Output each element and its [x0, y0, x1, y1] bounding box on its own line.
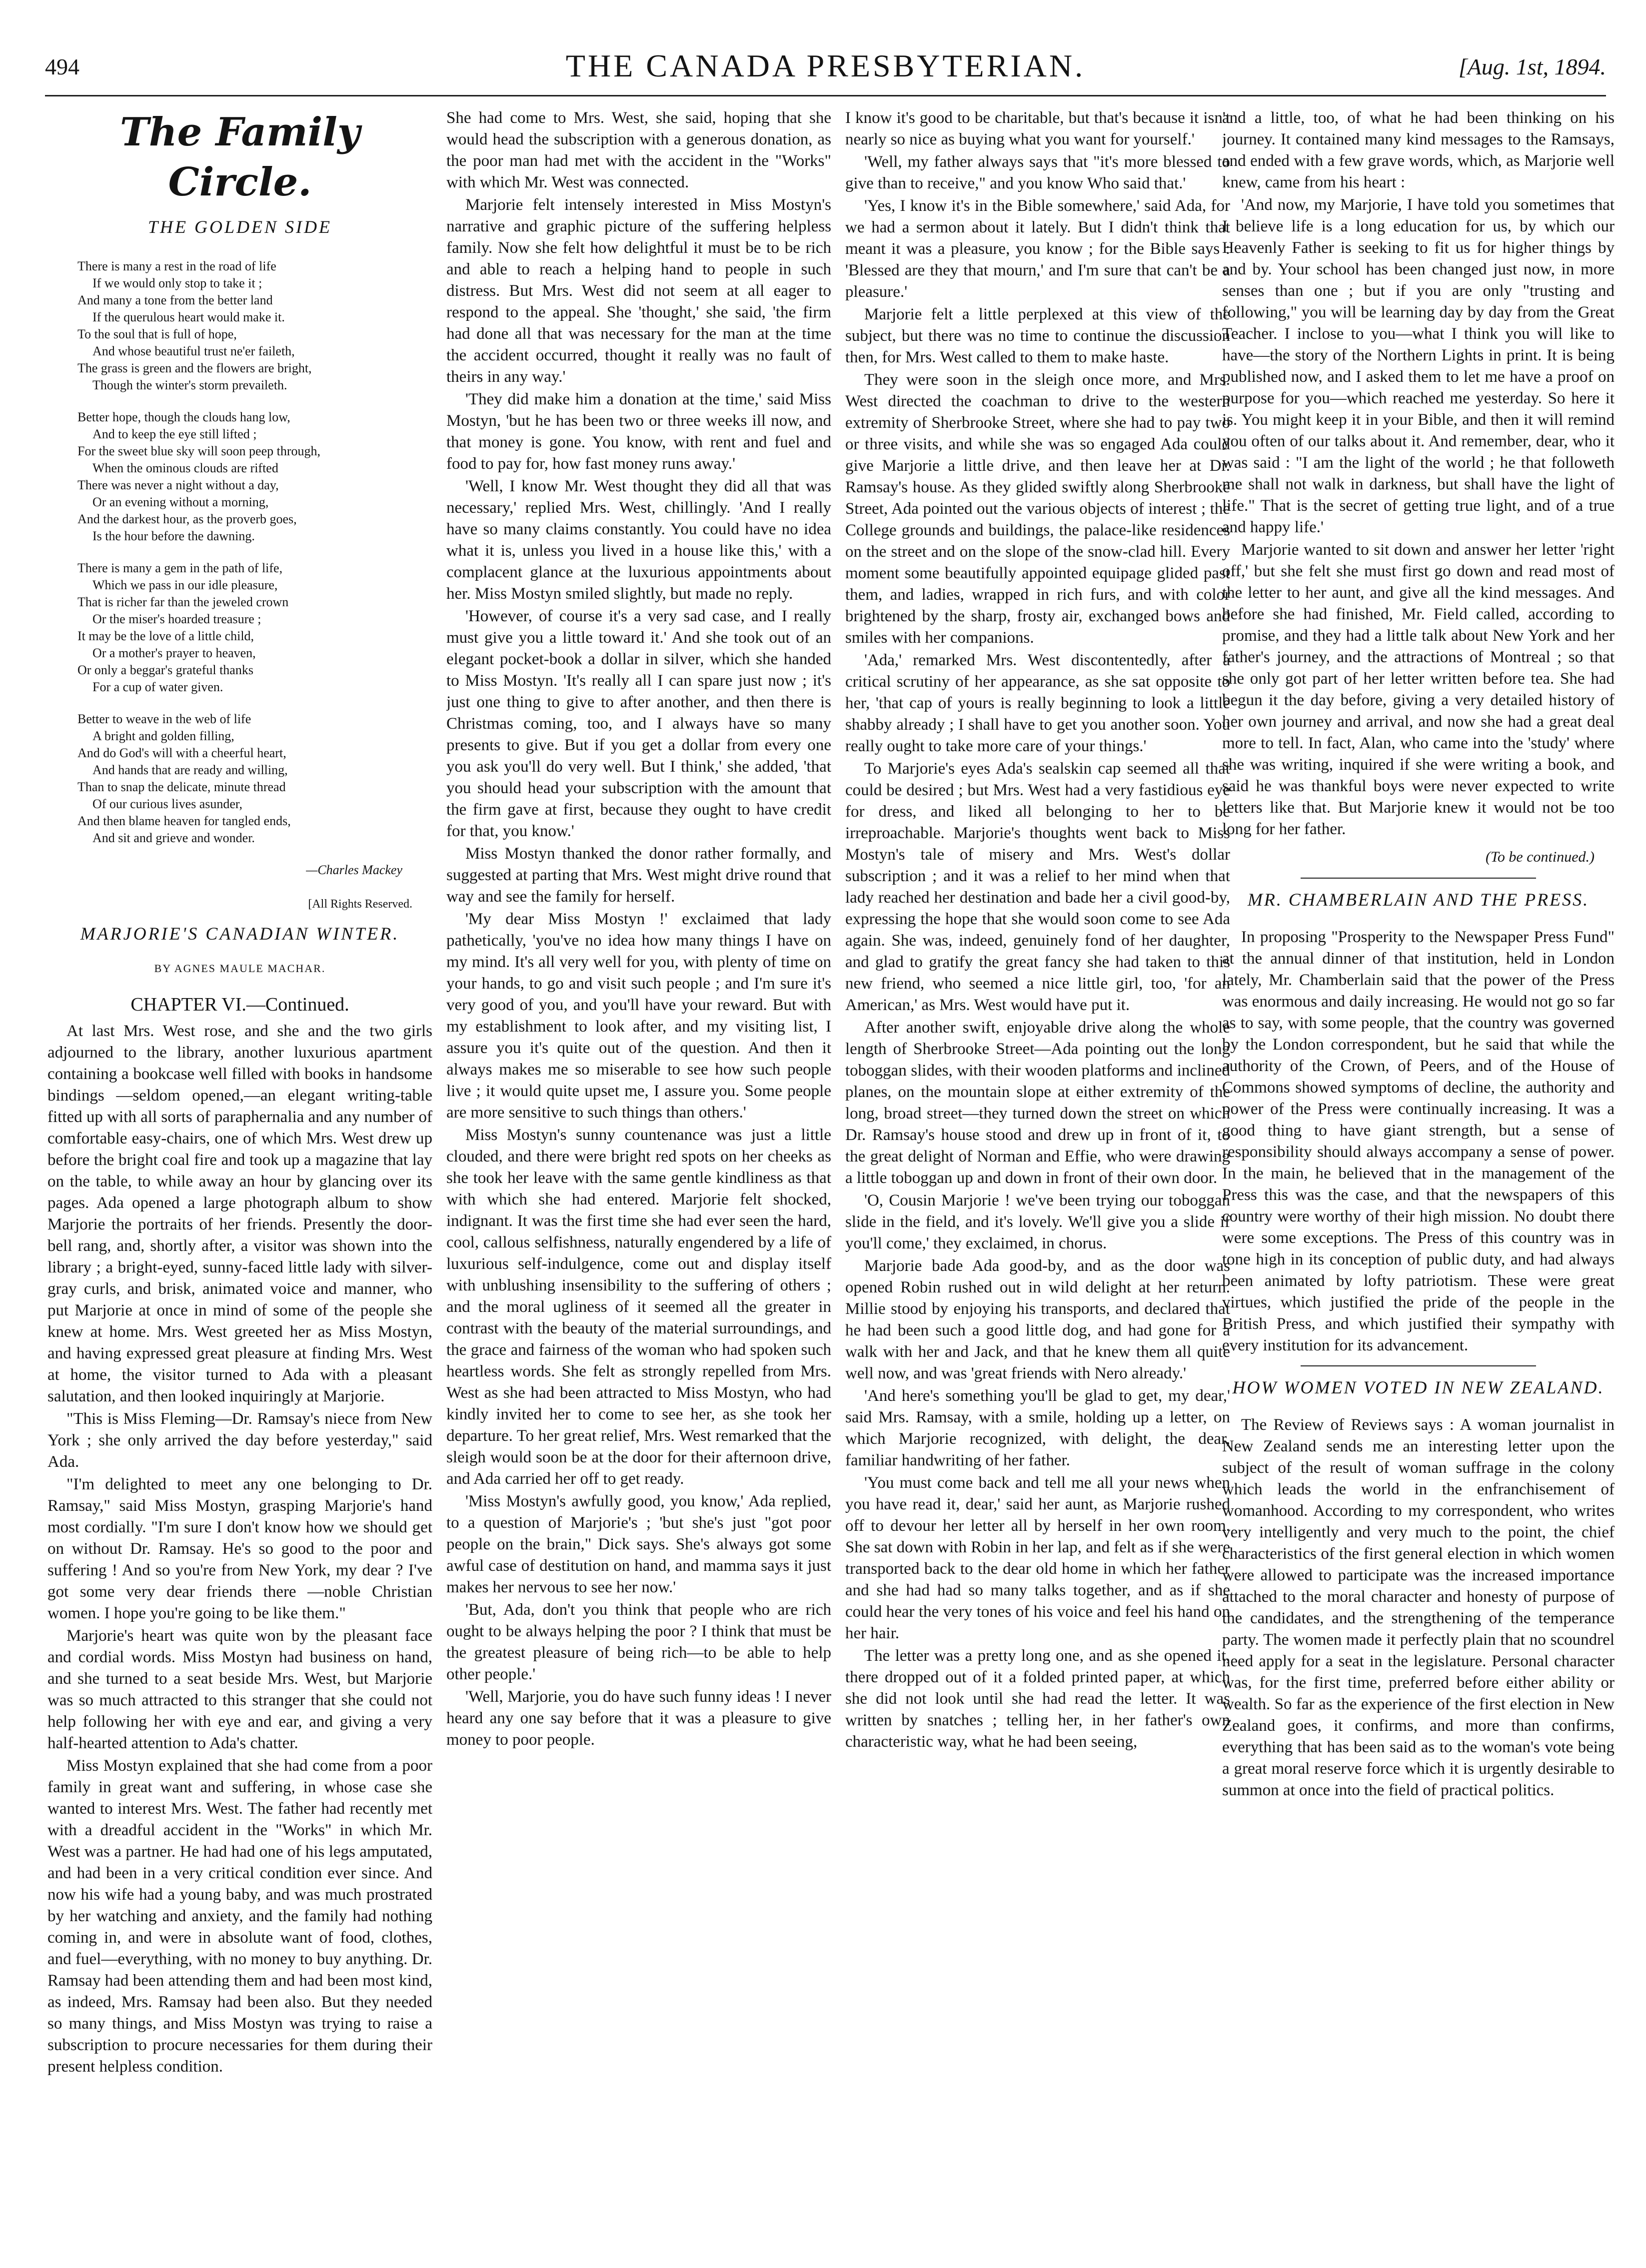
poem-line: That is richer far than the jeweled crown	[77, 595, 289, 609]
paragraph: Miss Mostyn thanked the donor rather formally, and suggested at parting that Mrs. West might drive round that way and see the family for herself.	[446, 845, 831, 906]
paragraph: 'And here's something you'll be glad to get, my dear,' said Mrs. Ramsay, with a smile, holding up a letter, on which Marjorie recognized, with delight, the dear, familiar handwriting of her father.	[845, 1387, 1230, 1469]
paragraph: At last Mrs. West rose, and she and the two girls adjourned to the library, another luxurious apartment containing a bookcase well filled with books in handsome bindings —seldom opened,—an elegant writing-table fitted up with all sorts of paraphernalia and any number of comfortable easy-chairs, one of which Mrs. West drew up before the bright coal fire and took up a magazine that lay on the table, to while away an hour by glancing over its pages. Ada opened a large photograph album to show Marjorie the portraits of her friends. Presently the door-bell rang, and, shortly after, a visitor was shown into the library ; a bright-eyed, sunny-faced little lady with silver-gray curls, and brisk, animated voice and manner, who put Marjorie at once in mind of some of the people she knew at home. Mrs. West greeted her as Miss Mostyn, and having expressed great pleasure at finding Mrs. West at home, the visitor turned to Ada with a pleasant salutation, and then looked inquiringly at Marjorie.	[47, 1022, 432, 1405]
paragraph: 'Yes, I know it's in the Bible somewhere,' said Ada, for we had a sermon about it lately. But I didn't think that meant it was a pleasure, you know ; for the Bible says : 'Blessed are they that mourn,' and I'm sure that can't be a pleasure.'	[845, 197, 1230, 301]
poem-stanza	[77, 409, 432, 545]
rights-notice: [All Rights Reserved.	[308, 898, 412, 911]
paragraph: She had come to Mrs. West, she said, hoping that she would head the subscription with a generous donation, as the poor man had met with the accident in the "Works" with which Mr. West was connected.	[446, 109, 831, 191]
poem-line: When the ominous clouds are rifted	[92, 461, 278, 475]
paragraph: 'Well, Marjorie, you do have such funny ideas ! I never heard any one say before that it was a pleasure to give money to poor people.	[446, 1688, 831, 1749]
poem-line: Better hope, though the clouds hang low,	[77, 410, 290, 424]
divider	[1301, 1365, 1536, 1366]
paragraph: 'However, of course it's a very sad case, and I really must give you a little toward it.' And she took out of an elegant pocket-book a dollar in silver, which she handed to Miss Mostyn. 'It's really all I can spare just now ; it's just one thing to give to after another, and then there is Christmas coming, too, and I always have so many presents to give. But if you get a dollar from every one you ask you'll do very well. But I think,' she added, 'that you should head your subscription with the amount that the firm gave at first, because they ought to have credit for that, you know.'	[446, 607, 831, 840]
poem-line: Or only a beggar's grateful thanks	[77, 663, 253, 677]
poem-line: There was never a night without a day,	[77, 478, 279, 492]
poem-line: If the querulous heart would make it.	[92, 310, 285, 324]
poem-stanza	[77, 711, 432, 847]
paragraph: 'Well, I know Mr. West thought they did all that was necessary,' replied Mrs. West, chillingly. 'And I really have so many claims constantly. You could have no idea what it is, unless you lived in a house like this,' with a complacent glance at the luxurious appointments about her. Miss Mostyn smiled slightly, but made no reply.	[446, 477, 831, 603]
paragraph: They were soon in the sleigh once more, and Mrs. West directed the coachman to drive to the western extremity of Sherbrooke Street, where she had to pay two or three visits, and while she was so engaged Ada could give Marjorie a little drive, and then leave her at Dr. Ramsay's house. As they glided swiftly along Sherbrooke Street, Ada pointed out the various objects of interest ; the College grounds and buildings, the palace-like residences on the street and on the slope of the snow-clad hill. Every moment some beautifully appointed equipage glided past them, and ladies, wrapped in rich furs, and with color brightened by the sharp, frosty air, exchanged bows and smiles with her companions.	[845, 371, 1230, 647]
paragraph: 'Ada,' remarked Mrs. West discontentedly, after a critical scrutiny of her appearance, as she sat opposite to her, 'that cap of yours is really beginning to look a little shabby already ; I shall have to get you another soon. You really ought to take more care of your things.'	[845, 651, 1230, 755]
family-circle-heading: The Family Circle.	[119, 109, 360, 205]
paragraph: Marjorie wanted to sit down and answer her letter 'right off,' but she felt she must first go down and read most of the letter to her aunt, and give all the kind messages. And before she had finished, Mr. Field called, according to promise, and they had a little talk about New York and her father's journey, and the attractions of Montreal ; so that she only got part of her letter written before tea. She had begun it the day before, giving a very detailed history of her own journey and arrival, and now she had a great deal more to tell. In fact, Alan, who came into the 'study' where she was writing, inquired if she were writing a book, and said he was thankful boys were never expected to write letters like that. But Marjorie knew it would not be too long for her father.	[1222, 541, 1615, 838]
poem-line: And do God's will with a cheerful heart,	[77, 746, 286, 760]
poem-line: And then blame heaven for tangled ends,	[77, 814, 291, 828]
divider	[1301, 878, 1536, 879]
poem-line: The grass is green and the flowers are bright,	[77, 361, 312, 375]
paragraph: 'But, Ada, don't you think that people who are rich ought to be always helping the poor ? I think that must be the greatest pleasure of being rich—to be able to help other people.'	[446, 1601, 831, 1683]
serial-title: MARJORIE'S CANADIAN WINTER.	[80, 924, 400, 944]
poem-line: And hands that are ready and willing,	[92, 763, 288, 777]
paragraph: 'And now, my Marjorie, I have told you sometimes that I believe life is a long education for us, by which our Heavenly Father is seeking to fit us for higher things by and by. Your school has been changed just now, in more senses than one ; but if you are only "trusting and following," you will be learning day by day from the Great Teacher. I inclose to you—what I think you will like to have—the story of the Northern Lights in print. It is being published now, and I asked them to let me have a proof on purpose for you—which reached me yesterday. So here it is. You might keep it in your Bible, and then it will remind you often of our talks about it. And remember, dear, who it was said : "I am the light of the world ; he that followeth me shall not walk in darkness, but shall have the light of life." That is the secret of getting true light, and of a true and happy life.'	[1222, 196, 1615, 536]
poem-line: And sit and grieve and wonder.	[92, 831, 255, 845]
poem-line: For the sweet blue sky will soon peep through,	[77, 444, 320, 458]
new-zealand-title: HOW WOMEN VOTED IN NEW ZEALAND.	[1232, 1377, 1605, 1397]
page-header	[45, 47, 1606, 92]
paragraph: Miss Mostyn explained that she had come from a poor family in great want and suffering, in whose case she wanted to interest Mrs. West. The father had recently met with a dreadful accident in the "Works" in which Mr. West was a partner. He had had one of his legs amputated, and had been in a very critical condition ever since. And now his wife had a young baby, and was much prostrated by her watching and anxiety, and the family had nothing coming in, and were in absolute want of food, clothes, and fuel—everything, with no money to buy anything. Dr. Ramsay had been attending them and had been most kind, as indeed, Mrs. Ramsay had been also. But they needed so many things, and Miss Mostyn was trying to raise a subscription to procure necessaries for them during their present helpless condition.	[47, 1757, 432, 2076]
paragraph: I know it's good to be charitable, but that's because it isn't nearly so nice as buying what you want for yourself.'	[845, 109, 1230, 148]
poem-line: And many a tone from the better land	[77, 293, 273, 307]
paragraph: Marjorie's heart was quite won by the pleasant face and cordial words. Miss Mostyn had business on hand, and she turned to a seat beside Mrs. West, but Marjorie was so much attracted to this stranger that she could not help following her with eye and ear, and giving a very half-hearted attention to Ada's chatter.	[47, 1627, 432, 1752]
paragraph: Marjorie bade Ada good-by, and as the door was opened Robin rushed out in wild delight at her return. Millie stood by enjoying his transports, and declared that he had been such a good little dog, and had gone for a walk with her and Jack, and that he knew them all quite well now, and was 'great friends with Nero already.'	[845, 1257, 1230, 1382]
poem-line: And to keep the eye still lifted ;	[92, 427, 257, 441]
paragraph: 'You must come back and tell me all your news when you have read it, dear,' said her aunt, as Marjorie rushed off to devour her letter all by herself in her own room. She sat down with Robin in her lap, and felt as if she were transported back to the dear old home in which her father and she had had so many talks together, and as if she could hear the very tones of his voice and feel his hand on her hair.	[845, 1474, 1230, 1642]
paragraph: 'Well, my father always says that "it's more blessed to give than to receive," and you know Who said that.'	[845, 153, 1230, 192]
column-1	[47, 107, 432, 2242]
paragraph: 'My dear Miss Mostyn !' exclaimed that lady pathetically, 'you've no idea how many things I have on my mind. It's all very well for you, with plenty of time on your hands, to go and visit such people ; and I'm sure it's very good of you, and you'll have your reward. But with my establishment to look after, and my visiting list, I assure you it's quite out of the question. And then it always makes me so miserable to see how such people live ; it would quite upset me, I assure you. Some people are more sensitive to such things than others.'	[446, 910, 831, 1122]
poem-line: And whose beautiful trust ne'er faileth,	[92, 344, 295, 358]
paragraph: In proposing "Prosperity to the Newspaper Press Fund" at the annual dinner of that institution, held in London lately, Mr. Chamberlain said that the power of the Press was enormous and daily increasing. He would not go so far as to say, with some people, that the country was governed by the London correspondent, but he said that while the authority of the Crown, of Peers, and of the House of Commons showed symptoms of decline, the authority and power of the Press were continually increasing. It was a good thing to have giant strength, but a sense of responsibility should always accompany a sense of power. In the main, he believed that in the management of the Press this was the case, and that the newspapers of this country were worthy of their high mission. No doubt there were some exceptions. The Press of this country was in tone high in its conception of public duty, and had always been animated by lofty patriotism. These were great virtues, which justified the pride of the people in the British Press, and which justified their sympathy with every institution for its advancement.	[1222, 928, 1615, 1354]
poem-line: Better to weave in the web of life	[77, 712, 251, 726]
poem-line: Which we pass in our idle pleasure,	[92, 578, 278, 592]
column-3	[845, 107, 1230, 2242]
paragraph: After another swift, enjoyable drive along the whole length of Sherbrooke Street—Ada pointing out the long toboggan slides, with their wooden platforms and inclined planes, on the mountain slope at either extremity of the long, broad street—they turned down the street on which Dr. Ramsay's house stood and drew up in front of it, to the great delight of Norman and Effie, who were drawing a little toboggan up and down in front of their own door.	[845, 1019, 1230, 1187]
poem-line: There is many a rest in the road of life	[77, 259, 276, 273]
poem-line: A bright and golden filling,	[92, 729, 234, 743]
paragraph: "I'm delighted to meet any one belonging to Dr. Ramsay," said Miss Mostyn, grasping Marjorie's hand most cordially. "I'm sure I don't know how we should get on without Dr. Ramsay. He's so good to the poor and suffering ! And so you're from New York, my dear ? I've got some very dear friends there —noble Christian women. I hope you're going to be like them."	[47, 1475, 432, 1622]
paragraph: Miss Mostyn's sunny countenance was just a little clouded, and there were bright red spots on her cheeks as she took her leave with the same gentle kindliness as that with which she had entered. Marjorie felt shocked, indignant. It was the first time she had ever seen the hard, cool, callous selfishness, naturally engendered by a life of luxurious self-indulgence, come out and display itself with unblushing insensibility to the suffering of others ; and the moral ugliness of it seemed all the greater in contrast with the beauty of the material surroundings, and the grace and fairness of the woman who had spoken such heartless words. She felt as strongly repelled from Mrs. West as she had been attracted to Miss Mostyn, who had kindly invited her to come to see her, as she took her departure. To her great relief, Mrs. West remarked that the sleigh would soon be at the door for their afternoon drive, and Ada carried her off to get ready.	[446, 1126, 831, 1488]
poem-author: —Charles Mackey	[306, 863, 402, 877]
poem-line: For a cup of water given.	[92, 680, 223, 694]
poem-line: Is the hour before the dawning.	[92, 529, 255, 543]
chapter-heading: CHAPTER VI.—Continued.	[130, 994, 349, 1015]
column-1-body	[47, 1021, 432, 2078]
poem	[47, 258, 432, 847]
poem-line: Though the winter's storm prevaileth.	[92, 378, 287, 392]
header-rule	[45, 95, 1606, 96]
paragraph: The letter was a pretty long one, and as she opened it, there dropped out of it a folded printed paper, at which she did not look until she had read the letter. It was written by snatches ; telling her, in her father's own characteristic way, what he had been seeing,	[845, 1647, 1230, 1751]
poem-title: THE GOLDEN SIDE	[147, 217, 332, 237]
paragraph: To Marjorie's eyes Ada's sealskin cap seemed all that could be desired ; but Mrs. West had a very fastidious eye for dress, and liked all belonging to her to be irreproachable. Marjorie's thoughts went back to Miss Mostyn's tale of misery and Mrs. West's dollar subscription ; and it was a relief to her mind when that lady reached her destination and bade her a civil good-by, expressing the hope that she would soon come to see Ada again. She was, indeed, genuinely fond of her daughter, and glad to gratify the great fancy she had taken to this new friend, who seemed a nice little girl, too, 'for an American,' as Mrs. West would have put it.	[845, 760, 1230, 1014]
poem-line: It may be the love of a little child,	[77, 629, 254, 643]
poem-line: To the soul that is full of hope,	[77, 327, 237, 341]
serial-author: BY AGNES MAULE MACHAR.	[154, 962, 326, 975]
poem-stanza	[77, 258, 432, 394]
poem-line: Or an evening without a morning,	[92, 495, 269, 509]
poem-line: If we would only stop to take it ;	[92, 276, 262, 290]
chamberlain-title: MR. CHAMBERLAIN AND THE PRESS.	[1247, 890, 1590, 910]
paragraph: 'They did make him a donation at the time,' said Miss Mostyn, 'but he has been two or three weeks ill now, and that money is gone. You know, with rent and fuel and food to pay for, how fast money runs away.'	[446, 390, 831, 473]
page-number: 494	[45, 54, 79, 79]
poem-line: Than to snap the delicate, minute thread	[77, 780, 286, 794]
paragraph: and a little, too, of what he had been thinking on his journey. It contained many kind messages to the Ramsays, and ended with a few grave words, which, as Marjorie well knew, came from his heart :	[1222, 109, 1615, 191]
poem-line: Of our curious lives asunder,	[92, 797, 243, 811]
poem-line: There is many a gem in the path of life,	[77, 561, 283, 575]
issue-date: [Aug. 1st, 1894.	[1458, 54, 1606, 79]
column-2	[446, 107, 831, 2242]
paragraph: Marjorie felt a little perplexed at this view of the subject, but there was no time to continue the discussion then, for Mrs. West called to them to make haste.	[845, 305, 1230, 366]
poem-stanza	[77, 560, 432, 696]
paragraph: 'Miss Mostyn's awfully good, you know,' Ada replied, to a question of Marjorie's ; 'but she's just "got poor people on the brain," Dick says. She's always got some awful case of destitution on hand, and mamma says it just makes her nervous to see her now.'	[446, 1492, 831, 1596]
column-4	[1222, 107, 1615, 2242]
to-be-continued: (To be continued.)	[1485, 849, 1595, 865]
poem-line: Or a mother's prayer to heaven,	[92, 646, 256, 660]
masthead-title: THE CANADA PRESBYTERIAN.	[565, 48, 1086, 83]
paragraph: The Review of Reviews says : A woman journalist in New Zealand sends me an interesting letter upon the subject of the result of woman suffrage in the colony which leads the world in the enfranchisement of womanhood. According to my correspondent, who writes very intelligently and very much to the point, the chief characteristics of the first general election in which women were allowed to participate was the increased importance attached to the moral character and honesty of purpose of the candidates, and the strengthening of the temperance party. The women made it perfectly plain that no scoundrel need apply for a seat in the legislature. Personal character was, for the first time, preferred before either ability or wealth. So far as the experience of the first election in New Zealand goes, it confirms, and more than confirms, everything that has been said as to the woman's vote being a great moral reserve force which it is urgently desirable to summon at once into the field of practical politics.	[1222, 1416, 1615, 1799]
paragraph: "This is Miss Fleming—Dr. Ramsay's niece from New York ; she only arrived the day before yesterday," said Ada.	[47, 1410, 432, 1471]
poem-line: And the darkest hour, as the proverb goes,	[77, 512, 297, 526]
paragraph: 'O, Cousin Marjorie ! we've been trying our toboggan slide in the field, and it's lovely. We'll give you a slide if you'll come,' they exclaimed, in chorus.	[845, 1191, 1230, 1252]
paragraph: Marjorie felt intensely interested in Miss Mostyn's narrative and graphic picture of the suffering helpless family. Now she felt how delightful it must be to be rich and able to reach a helping hand to people in such distress. But Mrs. West did not seem at all eager to respond to the appeal. She 'thought,' she said, 'the firm had done all that was necessary for the man at the time the accident occurred, thought it really was no fault of theirs in any way.'	[446, 196, 831, 386]
poem-line: Or the miser's hoarded treasure ;	[92, 612, 261, 626]
